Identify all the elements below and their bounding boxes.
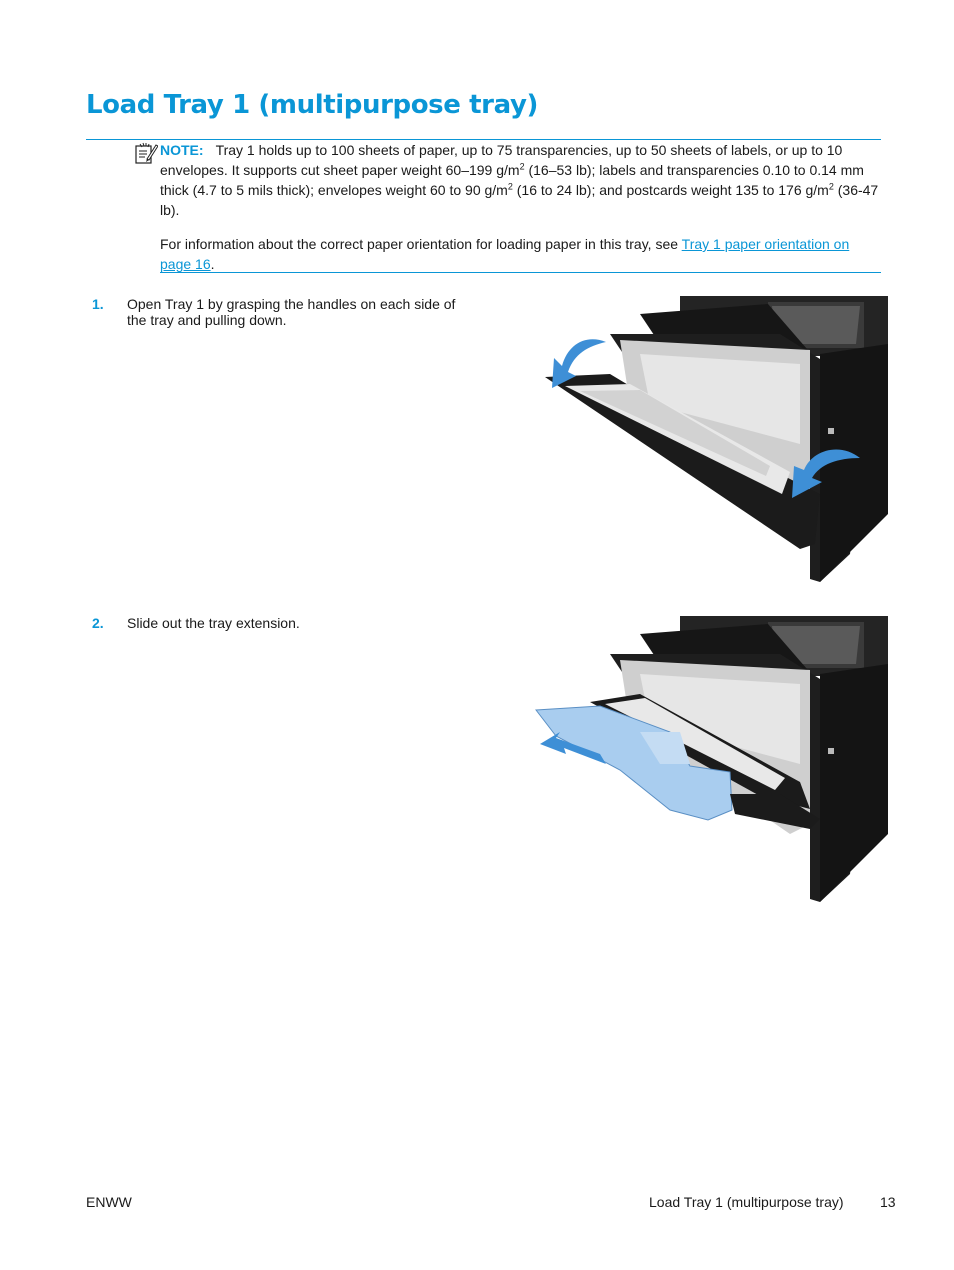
footer-left: ENWW — [86, 1194, 132, 1210]
step-number: 2. — [92, 615, 104, 631]
note-reference-paragraph — [160, 234, 882, 274]
printer-tray-extension-illustration — [520, 614, 890, 904]
page-title: Load Tray 1 (multipurpose tray) — [86, 90, 538, 120]
note-text: Tray 1 holds up to 100 sheets of paper, up to 75 transparencies, up to 50 sheets of labels, or up to 10 envelopes. It supports cut sheet paper weight 60–199 g/m — [160, 142, 843, 178]
tray-orientation-link[interactable]: Tray 1 paper orientation on page 16 — [160, 236, 850, 272]
step-number: 1. — [92, 296, 104, 312]
note-text: (16–53 lb); labels and transparencies 0.10 to 0.14 mm thick (4.7 to 5 mils thick); envelopes weight 60 to 90 g/m — [160, 162, 864, 198]
footer-page-number: 13 — [880, 1194, 896, 1210]
note-text: (16 to 24 lb); and postcards weight 135 to 176 g/m — [512, 182, 829, 198]
printer-open-tray-illustration — [520, 294, 890, 584]
note-text: . — [210, 256, 215, 272]
note-divider — [160, 272, 881, 273]
note-text: For information about the correct paper orientation for loading paper in this tray, see — [160, 236, 682, 252]
superscript: 2 — [519, 161, 525, 172]
step-text: Slide out the tray extension. — [127, 615, 300, 631]
note-paragraph — [160, 140, 882, 220]
note-text: (36-47 lb). — [160, 182, 879, 218]
note-icon — [134, 141, 158, 165]
footer-section-title: Load Tray 1 (multipurpose tray) — [649, 1194, 844, 1210]
note-label: NOTE: — [160, 142, 204, 158]
step-text: Open Tray 1 by grasping the handles on each side of the tray and pulling down. — [127, 296, 456, 328]
superscript: 2 — [828, 181, 834, 192]
superscript: 2 — [507, 181, 513, 192]
note-block — [160, 140, 882, 274]
